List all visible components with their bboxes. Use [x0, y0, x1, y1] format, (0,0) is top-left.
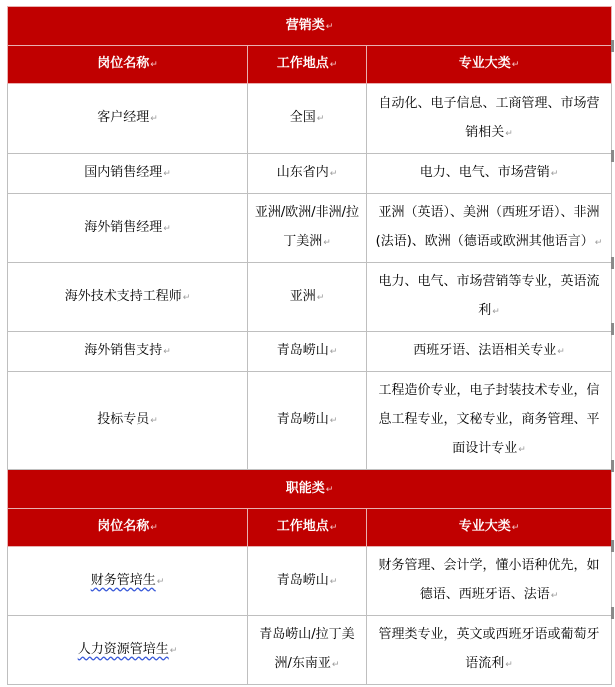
location-cell: 全国↵: [248, 84, 367, 154]
major-cell: 电力、电气、市场营销等专业，英语流利↵: [367, 263, 612, 332]
header-row-functional: [8, 509, 612, 547]
table-row: [8, 372, 612, 470]
page-edge-mark: [611, 150, 614, 162]
position-cell: 海外销售经理↵: [8, 194, 248, 263]
location-cell: 青岛崂山/拉丁美洲/东南亚↵: [248, 616, 367, 685]
major-cell: 工程造价专业，电子封装技术专业，信息工程专业，文秘专业，商务管理、平面设计专业↵: [367, 372, 612, 470]
table-row: [8, 263, 612, 332]
major-cell: 自动化、电子信息、工商管理、市场营销相关↵: [367, 84, 612, 154]
major-cell: 西班牙语、法语相关专业↵: [367, 332, 612, 372]
location-cell: 青岛崂山↵: [248, 332, 367, 372]
position-cell: 国内销售经理↵: [8, 154, 248, 194]
position-cell: 财务管培生↵: [8, 547, 248, 616]
section-row-functional: [8, 470, 612, 509]
section-row-marketing: [8, 7, 612, 46]
position-cell: 投标专员↵: [8, 372, 248, 470]
header-position: 岗位名称↵: [8, 46, 248, 84]
location-cell: 山东省内↵: [248, 154, 367, 194]
table-row: [8, 194, 612, 263]
header-location: 工作地点↵: [248, 509, 367, 547]
recruitment-table: [7, 6, 612, 685]
header-major: 专业大类↵: [367, 46, 612, 84]
major-cell: 财务管理、会计学，懂小语种优先，如德语、西班牙语、法语↵: [367, 547, 612, 616]
header-position: 岗位名称↵: [8, 509, 248, 547]
table-row: [8, 616, 612, 685]
table-row: [8, 547, 612, 616]
header-major: 专业大类↵: [367, 509, 612, 547]
location-cell: 青岛崂山↵: [248, 547, 367, 616]
page-edge-mark: [611, 460, 614, 472]
position-cell: 客户经理↵: [8, 84, 248, 154]
major-cell: 电力、电气、市场营销↵: [367, 154, 612, 194]
position-cell: 海外技术支持工程师↵: [8, 263, 248, 332]
section-title-marketing: 营销类↵: [8, 7, 612, 46]
major-cell: 管理类专业，英文或西班牙语或葡萄牙语流利↵: [367, 616, 612, 685]
header-location: 工作地点↵: [248, 46, 367, 84]
location-cell: 青岛崂山↵: [248, 372, 367, 470]
table-row: [8, 332, 612, 372]
page-edge-mark: [611, 323, 614, 335]
location-cell: 亚洲↵: [248, 263, 367, 332]
page-edge-mark: [611, 540, 614, 552]
section-title-functional: 职能类↵: [8, 470, 612, 509]
header-row-marketing: [8, 46, 612, 84]
position-cell: 人力资源管培生↵: [8, 616, 248, 685]
table-row: [8, 84, 612, 154]
location-cell: 亚洲/欧洲/非洲/拉丁美洲↵: [248, 194, 367, 263]
page-edge-mark: [611, 607, 614, 619]
position-cell: 海外销售支持↵: [8, 332, 248, 372]
table-row: [8, 154, 612, 194]
page-edge-mark: [611, 257, 614, 269]
page-edge-mark: [611, 40, 614, 52]
major-cell: 亚洲（英语）、美洲（西班牙语）、非洲(法语)、欧洲（德语或欧洲其他语言）↵: [367, 194, 612, 263]
